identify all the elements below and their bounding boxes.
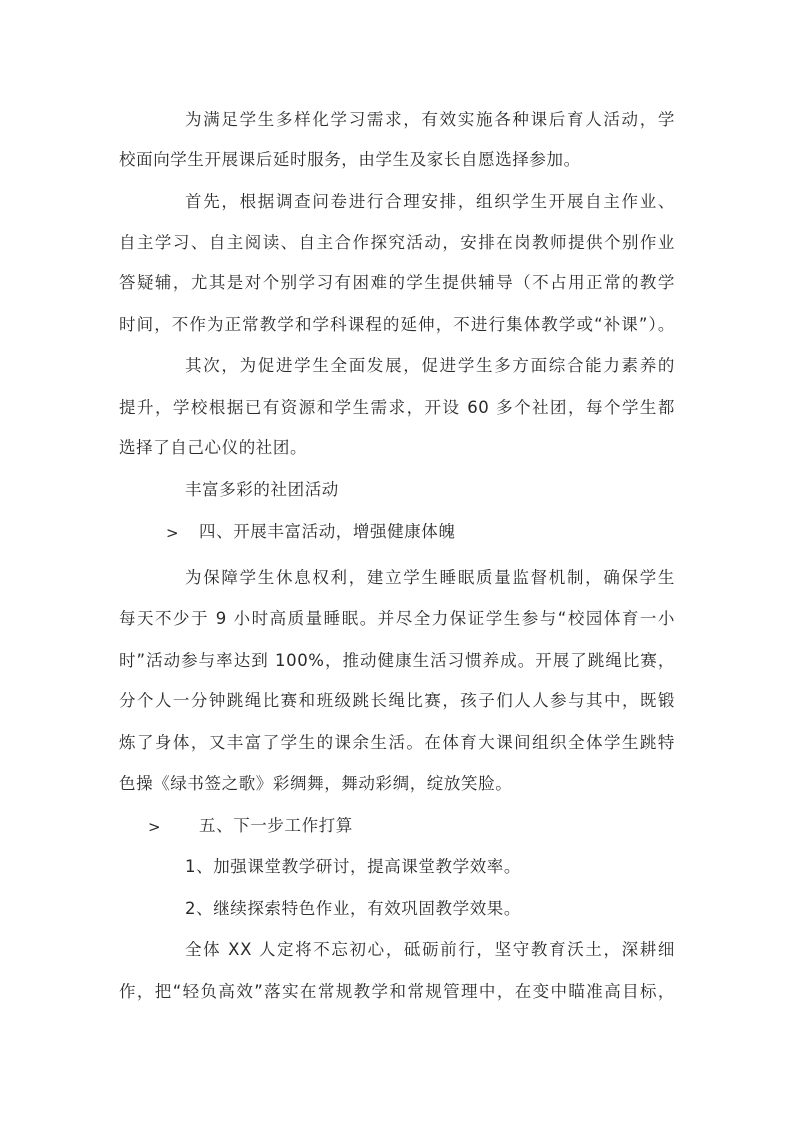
- bullet-marker: >: [148, 818, 161, 836]
- paragraph-line: 每天不少于 9 小时高质量睡眠。并尽全力保证学生参与“校园体育一小: [119, 609, 675, 628]
- paragraph-line: 首先，根据调查问卷进行合理安排，组织学生开展自主作业、: [185, 192, 675, 211]
- paragraph-line: 自主学习、自主阅读、自主合作探究活动，安排在岗教师提供个别作业: [119, 233, 675, 252]
- paragraph-line: 为满足学生多样化学习需求，有效实施各种课后育人活动，学: [185, 110, 675, 129]
- paragraph-line: 为保障学生休息权利，建立学生睡眠质量监督机制，确保学生: [185, 568, 675, 587]
- paragraph-line: 选择了自己心仪的社团。: [119, 438, 308, 457]
- paragraph-line: 校面向学生开展课后延时服务，由学生及家长自愿选择参加。: [119, 150, 581, 169]
- section-heading: 四、开展丰富活动，增强健康体魄: [199, 522, 456, 541]
- paragraph-line: 时”活动参与率达到 100%，推动健康生活习惯养成。开展了跳绳比赛，: [119, 651, 675, 670]
- image-caption: 丰富多彩的社团活动: [185, 480, 339, 499]
- paragraph-line: 炼了身体，又丰富了学生的课余生活。在体育大课间组织全体学生跳特: [119, 733, 675, 752]
- paragraph-line: 提升，学校根据已有资源和学生需求，开设 60 多个社团，每个学生都: [119, 398, 675, 417]
- paragraph-line: 其次，为促进学生全面发展，促进学生多方面综合能力素养的: [185, 356, 675, 375]
- bullet-marker: >: [166, 524, 179, 542]
- paragraph-line: 答疑辅，尤其是对个别学习有困难的学生提供辅导（不占用正常的教学: [119, 273, 675, 292]
- paragraph-line: 分个人一分钟跳绳比赛和班级跳长绳比赛，孩子们人人参与其中，既锻: [119, 691, 675, 710]
- paragraph-line: 全体 XX 人定将不忘初心，砥砺前行，坚守教育沃土，深耕细: [185, 940, 675, 959]
- paragraph-line: 作，把“轻负高效”落实在常规教学和常规管理中，在变中瞄准高目标，: [119, 982, 675, 1001]
- section-heading: 五、下一步工作打算: [199, 816, 353, 835]
- list-item: 2、继续探索特色作业，有效巩固教学效果。: [185, 899, 521, 918]
- paragraph-line: 色操《绿书签之歌》彩绸舞，舞动彩绸，绽放笑脸。: [119, 774, 513, 793]
- list-item: 1、加强课堂教学研讨，提高课堂教学效率。: [185, 857, 521, 876]
- paragraph-line: 时间，不作为正常教学和学科课程的延伸，不进行集体教学或“补课”）。: [119, 315, 675, 334]
